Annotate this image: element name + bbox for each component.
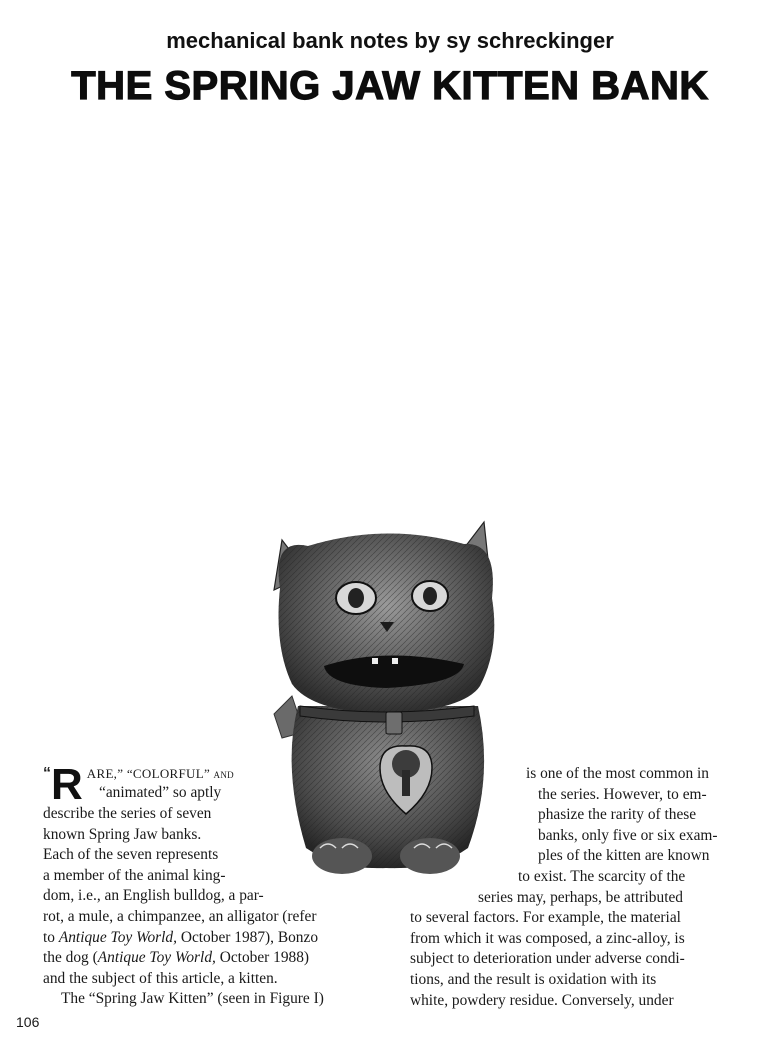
left-line-12: The “Spring Jaw Kitten” (seen in Figure I) xyxy=(61,990,324,1008)
opening-quote: “ xyxy=(43,765,51,782)
right-line-4: banks, only five or six exam- xyxy=(538,826,718,844)
drop-cap: R xyxy=(51,760,83,809)
citation-title: Antique Toy World, xyxy=(58,928,177,946)
page-number: 106 xyxy=(16,1014,40,1030)
right-line-12: white, powdery residue. Conversely, under xyxy=(410,991,674,1009)
right-line-6: to exist. The scarcity of the xyxy=(518,867,686,885)
left-line-6: a member of the animal king- xyxy=(43,866,226,884)
left-line-8: rot, a mule, a chimpanzee, an alligator (refer xyxy=(43,907,317,925)
left-line-2: “animated” so aptly xyxy=(99,784,222,802)
left-line-4: known Spring Jaw banks. xyxy=(43,825,202,843)
right-line-2: the series. However, to em- xyxy=(538,785,707,803)
left-line-9: to Antique Toy World, October 1987), Bonzo xyxy=(43,928,319,946)
citation-title: Antique Toy World, xyxy=(97,949,216,967)
right-line-1: is one of the most common in xyxy=(526,765,709,782)
right-line-5: ples of the kitten are known xyxy=(538,847,710,865)
left-line-10: the dog (Antique Toy World, October 1988) xyxy=(43,949,310,967)
right-line-3: phasize the rarity of these xyxy=(538,806,697,824)
left-line-5: Each of the seven represents xyxy=(43,846,219,864)
right-line-9: from which it was composed, a zinc-alloy, is xyxy=(410,929,685,947)
right-line-11: tions, and the result is oxidation with its xyxy=(410,970,657,988)
right-column xyxy=(410,764,743,1011)
article-title: THE SPRING JAW KITTEN BANK xyxy=(71,64,709,108)
left-line-11: and the subject of this article, a kitten. xyxy=(43,969,278,987)
right-line-8: to several factors. For example, the material xyxy=(410,909,681,927)
left-line-1: ARE,” “COLORFUL” and xyxy=(86,766,234,781)
left-line-3: describe the series of seven xyxy=(43,805,212,822)
right-line-7: series may, perhaps, be attributed xyxy=(478,888,683,906)
left-line-7: dom, i.e., an English bulldog, a par- xyxy=(43,887,264,905)
right-line-10: subject to deterioration under adverse condi- xyxy=(410,950,685,968)
left-column xyxy=(43,760,381,1010)
article-kicker: mechanical bank notes by sy schreckinger xyxy=(166,28,614,53)
